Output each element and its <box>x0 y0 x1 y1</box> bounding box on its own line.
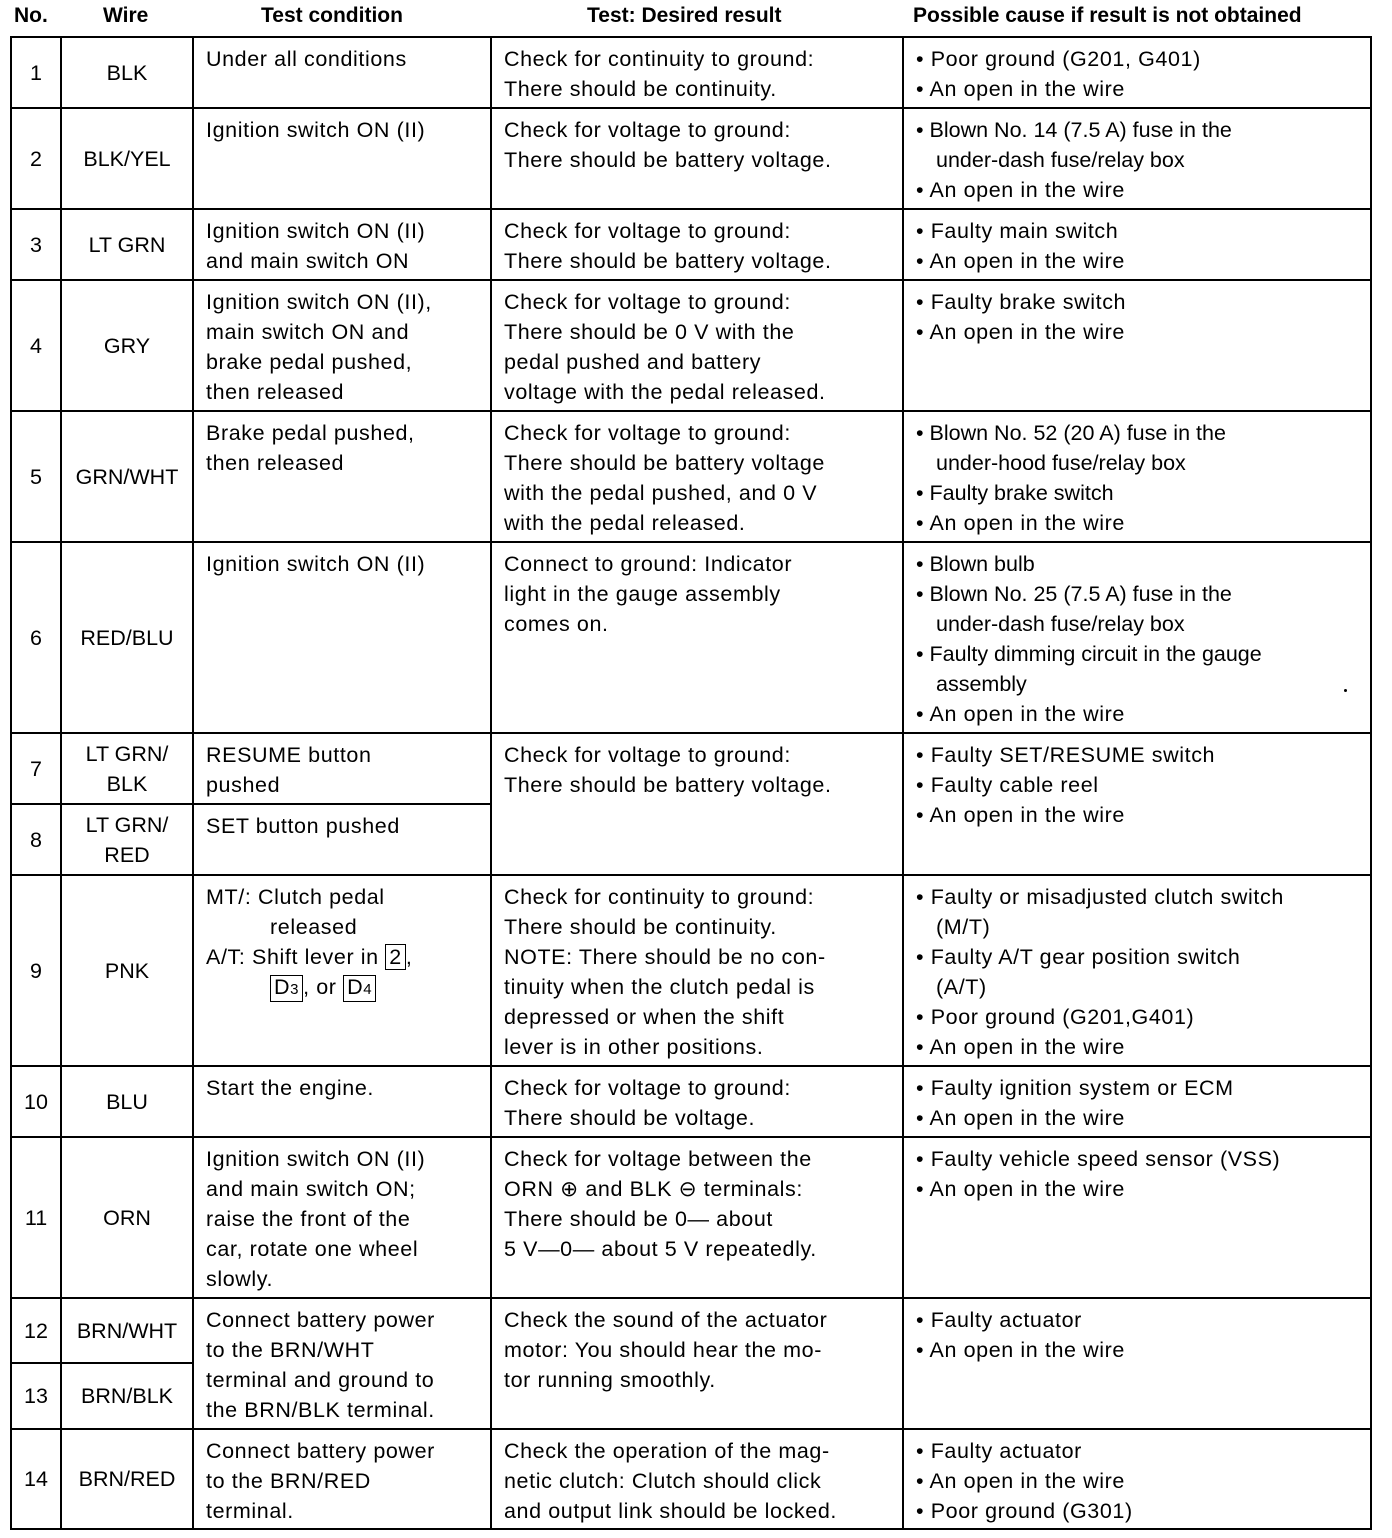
possible-cause: • Blown No. 14 (7.5 A) fuse in the under-dash fuse/relay box • An open in the wire <box>903 108 1371 209</box>
row-number: 6 <box>11 542 61 733</box>
header-possible-cause: Possible cause if result is not obtained <box>913 4 1302 27</box>
table-row <box>11 37 1371 108</box>
table-row <box>11 209 1371 280</box>
scan-speck <box>1344 689 1347 692</box>
row-number: 11 <box>11 1137 61 1298</box>
header-desired-result: Test: Desired result <box>587 4 782 27</box>
row-number: 9 <box>11 875 61 1066</box>
possible-cause: • Faulty SET/RESUME switch • Faulty cable reel • An open in the wire <box>903 733 1371 875</box>
table-row <box>11 875 1371 1066</box>
wire-color: LT GRN <box>61 209 193 280</box>
table-row <box>11 1429 1371 1529</box>
table-row <box>11 733 1371 804</box>
possible-cause: • Faulty actuator • An open in the wire <box>903 1298 1371 1429</box>
possible-cause: • Faulty vehicle speed sensor (VSS) • An open in the wire <box>903 1137 1371 1298</box>
row-number: 3 <box>11 209 61 280</box>
possible-cause: • Blown No. 52 (20 A) fuse in the under-hood fuse/relay box • Faulty brake switch • An open in the wire <box>903 411 1371 542</box>
desired-result: Check for voltage between the ORN ⊕ and BLK ⊖ terminals: There should be 0— about 5 V—0— about 5 V repeatedly. <box>491 1137 903 1298</box>
desired-result: Check the sound of the actuator motor: You should hear the mo- tor running smoothly. <box>491 1298 903 1429</box>
test-condition: SET button pushed <box>193 804 491 875</box>
wire-color: BLK/YEL <box>61 108 193 209</box>
desired-result: Connect to ground: Indicator light in the gauge assembly comes on. <box>491 542 903 733</box>
possible-cause: • Faulty brake switch • An open in the wire <box>903 280 1371 411</box>
test-condition: Ignition switch ON (II) <box>193 108 491 209</box>
row-number: 8 <box>11 804 61 875</box>
wire-color: BLU <box>61 1066 193 1137</box>
header-wire: Wire <box>103 4 149 27</box>
desired-result: Check for continuity to ground: There should be continuity. NOTE: There should be no con- tinuity when the clutch pedal is depressed or when the shift lever is in other positions. <box>491 875 903 1066</box>
table-row <box>11 1137 1371 1298</box>
header-test-condition: Test condition <box>261 4 403 27</box>
desired-result: Check for voltage to ground: There should be battery voltage. <box>491 209 903 280</box>
test-condition: Ignition switch ON (II) and main switch ON <box>193 209 491 280</box>
wire-color: LT GRN/ BLK <box>61 733 193 804</box>
row-number: 13 <box>11 1363 61 1429</box>
row-number: 4 <box>11 280 61 411</box>
row-number: 10 <box>11 1066 61 1137</box>
gear-d4-box: D4 <box>343 975 376 1002</box>
test-condition: Ignition switch ON (II), main switch ON and brake pedal pushed, then released <box>193 280 491 411</box>
desired-result: Check the operation of the mag- netic clutch: Clutch should click and output link should be locked. <box>491 1429 903 1529</box>
wire-color: LT GRN/ RED <box>61 804 193 875</box>
possible-cause: • Faulty actuator • An open in the wire • Poor ground (G301) <box>903 1429 1371 1529</box>
desired-result: Check for voltage to ground: There should be battery voltage with the pedal pushed, and 0 V with the pedal released. <box>491 411 903 542</box>
test-condition: Ignition switch ON (II) and main switch ON; raise the front of the car, rotate one wheel slowly. <box>193 1137 491 1298</box>
desired-result: Check for voltage to ground: There should be voltage. <box>491 1066 903 1137</box>
gear-2-box: 2 <box>385 944 406 970</box>
row-number: 5 <box>11 411 61 542</box>
test-condition: Brake pedal pushed, then released <box>193 411 491 542</box>
table-row <box>11 1066 1371 1137</box>
test-condition: Under all conditions <box>193 37 491 108</box>
possible-cause: • Faulty or misadjusted clutch switch (M/T) • Faulty A/T gear position switch (A/T) • Poor ground (G201,G401) • An open in the wire <box>903 875 1371 1066</box>
desired-result: Check for voltage to ground: There should be 0 V with the pedal pushed and battery voltage with the pedal released. <box>491 280 903 411</box>
desired-result: Check for continuity to ground: There should be continuity. <box>491 37 903 108</box>
possible-cause: • Faulty main switch • An open in the wire <box>903 209 1371 280</box>
possible-cause: • Poor ground (G201, G401) • An open in the wire <box>903 37 1371 108</box>
table-row <box>11 280 1371 411</box>
table-row <box>11 1298 1371 1363</box>
test-condition: Start the engine. <box>193 1066 491 1137</box>
row-number: 12 <box>11 1298 61 1363</box>
table-row <box>11 542 1371 733</box>
wire-color: RED/BLU <box>61 542 193 733</box>
wire-color: ORN <box>61 1137 193 1298</box>
test-condition: RESUME button pushed <box>193 733 491 804</box>
possible-cause: • Faulty ignition system or ECM • An open in the wire <box>903 1066 1371 1137</box>
test-condition: Ignition switch ON (II) <box>193 542 491 733</box>
row-number: 14 <box>11 1429 61 1529</box>
gear-d3-box: D3 <box>270 975 303 1002</box>
wire-color: BRN/WHT <box>61 1298 193 1363</box>
desired-result: Check for voltage to ground: There should be battery voltage. <box>491 108 903 209</box>
test-condition: MT/: Clutch pedal released A/T: Shift lever in 2 , D3 , or D4 <box>193 875 491 1066</box>
table-row <box>11 411 1371 542</box>
wire-color: PNK <box>61 875 193 1066</box>
test-condition: Connect battery power to the BRN/WHT terminal and ground to the BRN/BLK terminal. <box>193 1298 491 1429</box>
wire-color: GRY <box>61 280 193 411</box>
wire-color: GRN/WHT <box>61 411 193 542</box>
wire-color: BRN/RED <box>61 1429 193 1529</box>
row-number: 2 <box>11 108 61 209</box>
test-table <box>10 36 1372 1530</box>
test-condition: Connect battery power to the BRN/RED terminal. <box>193 1429 491 1529</box>
desired-result: Check for voltage to ground: There should be battery voltage. <box>491 733 903 875</box>
header-no: No. <box>14 4 48 27</box>
table-header <box>0 0 1392 36</box>
row-number: 7 <box>11 733 61 804</box>
wire-color: BLK <box>61 37 193 108</box>
possible-cause: • Blown bulb • Blown No. 25 (7.5 A) fuse in the under-dash fuse/relay box • Faulty dimming circuit in the gauge assembly • An open in the wire <box>903 542 1371 733</box>
table-row <box>11 108 1371 209</box>
wire-color: BRN/BLK <box>61 1363 193 1429</box>
row-number: 1 <box>11 37 61 108</box>
